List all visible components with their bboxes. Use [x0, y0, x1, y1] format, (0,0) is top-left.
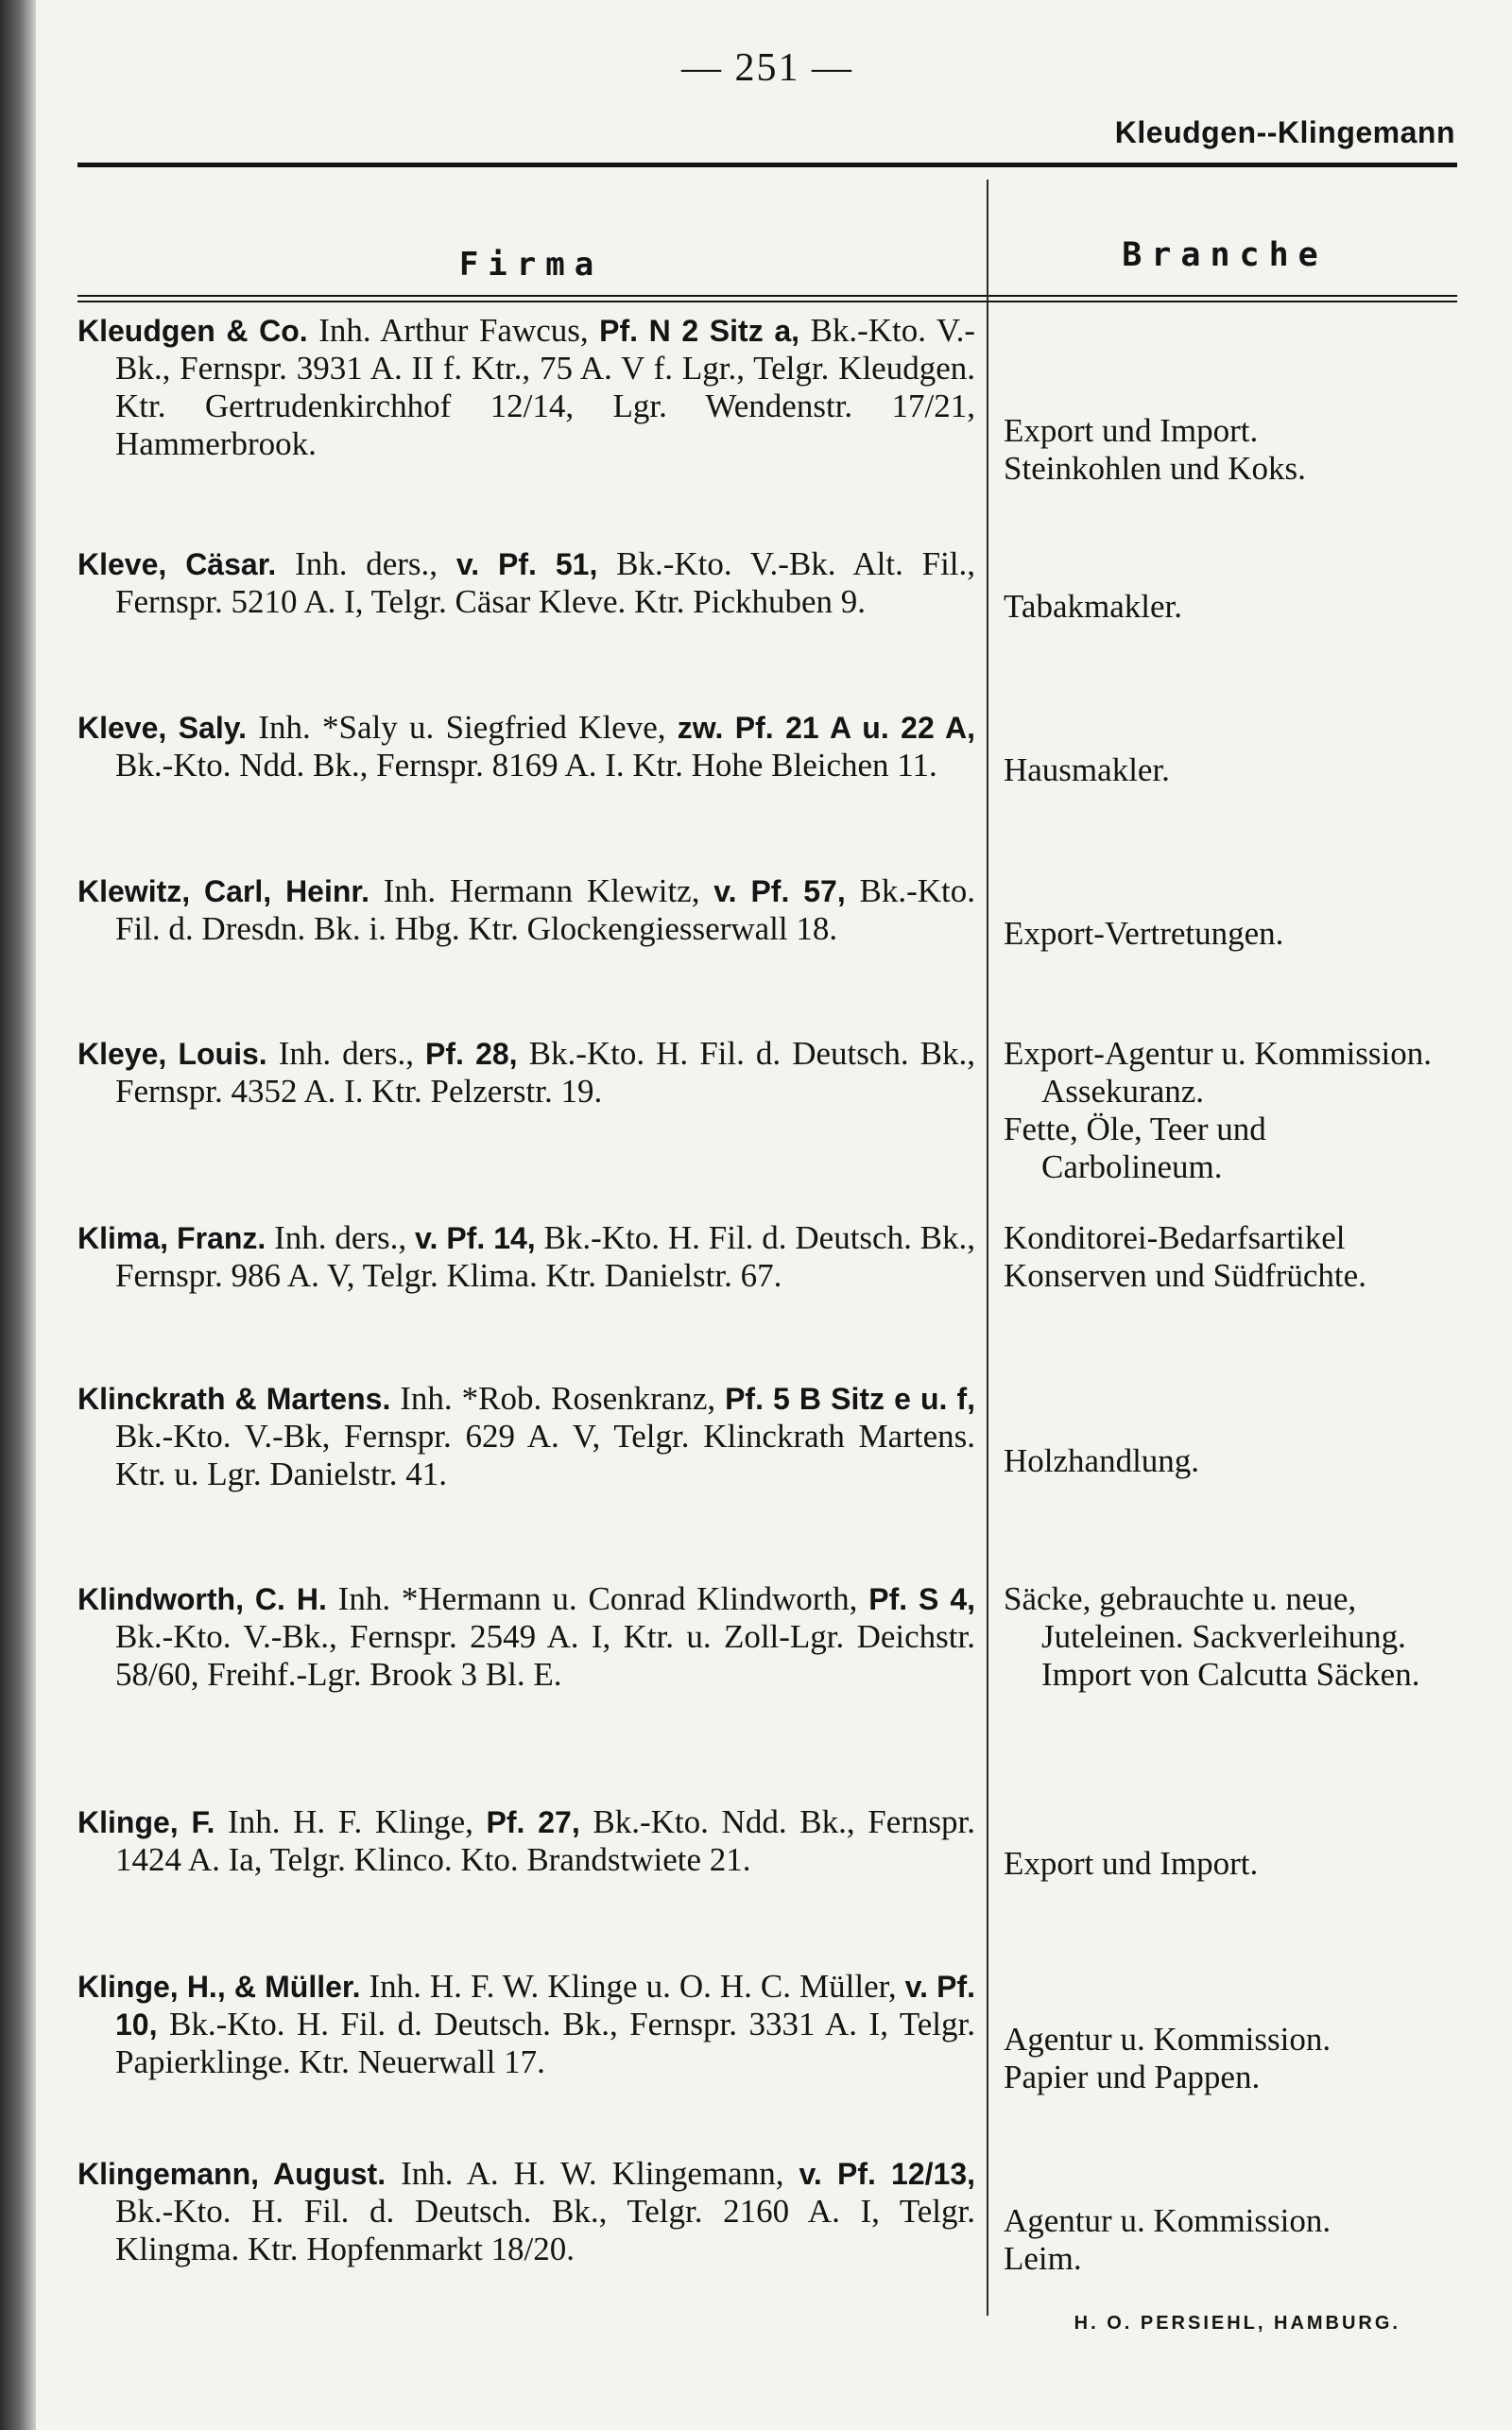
entry-details: Inh. Hermann Klewitz, [369, 872, 714, 909]
entry-firm-text [77, 1968, 975, 2081]
entry-postfach: v. Pf. 10, [115, 1970, 976, 2042]
entry-firm-text [77, 709, 975, 784]
entry-postfach: zw. Pf. 21 A u. 22 A, [677, 711, 976, 745]
branche-line: Export-Agentur u. Kommission. Assekuranz. [1004, 1035, 1433, 1110]
entry-details: Inh. ders., [266, 1219, 416, 1256]
entry-branche [1004, 2202, 1448, 2278]
entry-firm-text [77, 1580, 975, 1694]
entry-firm-text [77, 1035, 975, 1111]
entry-details: Inh. H. F. W. Klinge u. O. H. C. Müller, [360, 1968, 905, 2005]
entry-postfach: v. Pf. 12/13, [799, 2157, 976, 2191]
entry-postfach: Pf. S 4, [868, 1582, 976, 1616]
entry-firm-text [77, 312, 975, 463]
entry-branche [1004, 915, 1448, 953]
entry-details: Inh. Arthur Fawcus, [307, 312, 600, 349]
branche-line: Holzhandlung. [1004, 1442, 1200, 1479]
entry-branche [1004, 1580, 1448, 1694]
entry-firm-name: Klinckrath & Martens. [77, 1382, 391, 1416]
branche-line: Leim. [1004, 2240, 1082, 2277]
entry-details: Bk.-Kto. Ndd. Bk., Fernspr. 8169 A. I. Ktr. Hohe Bleichen 11. [115, 747, 937, 784]
entry-details: Bk.-Kto. V.-Bk, Fernspr. 629 A. V, Telgr. Klinckrath Martens. Ktr. u. Lgr. Danielstr. 41. [115, 1418, 975, 1492]
entry-details: Inh. *Rob. Rosenkranz, [390, 1380, 726, 1417]
column-header-branche: Branche [1122, 236, 1328, 274]
entry-firm-text [77, 2155, 975, 2268]
entry-branche [1004, 588, 1448, 626]
branche-line: Säcke, gebrauchte u. neue, Juteleinen. Sackverleihung. Import von Calcutta Säcken. [1004, 1580, 1420, 1693]
entry-details: Inh. ders., [266, 1035, 426, 1072]
entry-firm-name: Kleve, Cäsar. [77, 547, 277, 581]
entry-firm-name: Kleve, Saly. [77, 711, 248, 745]
entry-branche [1004, 412, 1448, 488]
entry-details: Bk.-Kto. H. Fil. d. Deutsch. Bk., Fernspr. 4352 A. I. Ktr. Pelzerstr. 19. [115, 1035, 976, 1110]
entry-firm-text [77, 1219, 975, 1295]
entry-firm-text [77, 545, 975, 621]
entry-postfach: Pf. 28, [425, 1037, 518, 1071]
entry-branche [1004, 1219, 1448, 1295]
branche-line: Konditorei-Bedarfsartikel [1004, 1219, 1346, 1256]
entry-details: Bk.-Kto. V.-Bk., Fernspr. 2549 A. I, Ktr. u. Zoll-Lgr. Deichstr. 58/60, Freihf.-Lgr. Brook 3 Bl. E. [115, 1618, 975, 1693]
directory-page [77, 38, 1457, 2401]
branche-line: Tabakmakler. [1004, 588, 1182, 625]
entry-details: Bk.-Kto. H. Fil. d. Deutsch. Bk., Fernspr. 986 A. V, Telgr. Klima. Ktr. Danielstr. 67. [115, 1219, 976, 1294]
entry-postfach: Pf. 27, [486, 1805, 580, 1839]
header-double-rule [77, 295, 1457, 302]
branche-line: Agentur u. Kommission. [1004, 2202, 1332, 2239]
entry-branche [1004, 1845, 1448, 1883]
printer-imprint: H. O. PERSIEHL, HAMBURG. [1074, 2313, 1400, 2334]
entry-details: Inh. H. F. Klinge, [215, 1803, 487, 1840]
branche-line: Konserven und Südfrüchte. [1004, 1257, 1366, 1294]
entry-firm-text [77, 1380, 975, 1493]
entry-firm-name: Klindworth, C. H. [77, 1582, 327, 1616]
entry-branche [1004, 1442, 1448, 1480]
entry-firm-name: Klinge, H., & Müller. [77, 1970, 361, 2004]
entry-postfach: Pf. N 2 Sitz a, [599, 314, 800, 348]
entry-details: Inh. *Hermann u. Conrad Klindworth, [326, 1580, 869, 1617]
entry-details: Bk.-Kto. H. Fil. d. Deutsch. Bk., Fernspr. 3331 A. I, Telgr. Papierklinge. Ktr. Neuerwall 17. [115, 2006, 975, 2080]
branche-line: Export und Import. [1004, 412, 1259, 449]
running-head: Kleudgen--Klingemann [1114, 115, 1455, 149]
entry-firm-name: Kleudgen & Co. [77, 314, 308, 348]
entry-branche [1004, 2021, 1448, 2096]
entry-firm-name: Klinge, F. [77, 1805, 215, 1839]
entry-firm-text [77, 1803, 975, 1879]
entry-details: Bk.-Kto. H. Fil. d. Deutsch. Bk., Telgr. 2160 A. I, Telgr. Klingma. Ktr. Hopfenmarkt 18/20. [115, 2193, 975, 2267]
column-header-firma: Firma [458, 246, 604, 284]
entry-details: Inh. A. H. W. Klingemann, [386, 2155, 799, 2192]
entry-branche [1004, 1035, 1448, 1186]
entry-firm-text [77, 872, 975, 948]
book-binding-shadow [0, 0, 36, 2430]
branche-line: Export-Vertretungen. [1004, 915, 1284, 952]
entry-branche [1004, 751, 1448, 789]
branche-line: Papier und Pappen. [1004, 2059, 1261, 2095]
entry-details: Bk.-Kto. Ndd. Bk., Fernspr. 1424 A. Ia, Telgr. Klinco. Kto. Brandstwiete 21. [115, 1803, 976, 1878]
entry-details: Inh. *Saly u. Siegfried Kleve, [247, 709, 678, 746]
branche-line: Agentur u. Kommission. [1004, 2021, 1332, 2058]
branche-line: Hausmakler. [1004, 751, 1170, 788]
entry-firm-name: Klewitz, Carl, Heinr. [77, 874, 369, 908]
entry-details: Inh. ders., [276, 545, 456, 582]
entry-postfach: v. Pf. 57, [713, 874, 846, 908]
branche-line: Steinkohlen und Koks. [1004, 450, 1306, 487]
entry-firm-name: Klingemann, August. [77, 2157, 387, 2191]
entry-postfach: v. Pf. 51, [455, 547, 598, 581]
page-number: — 251 — [681, 46, 853, 90]
entry-details: Bk.-Kto. Fil. d. Dresdn. Bk. i. Hbg. Ktr. Glockengiesserwall 18. [115, 872, 975, 947]
header-rule [77, 163, 1457, 167]
column-divider [987, 180, 988, 2316]
entry-details: Bk.-Kto. V.-Bk. Alt. Fil., Fernspr. 5210 A. I, Telgr. Cäsar Kleve. Ktr. Pickhuben 9. [115, 545, 976, 620]
entry-firm-name: Kleye, Louis. [77, 1037, 267, 1071]
branche-line: Fette, Öle, Teer und Carbolineum. [1004, 1111, 1266, 1185]
branche-line: Export und Import. [1004, 1845, 1259, 1882]
entry-firm-name: Klima, Franz. [77, 1221, 266, 1255]
entry-postfach: v. Pf. 14, [415, 1221, 536, 1255]
entry-details: Bk.-Kto. V.-Bk., Fernspr. 3931 A. II f. Ktr., 75 A. V f. Lgr., Telgr. Kleudgen. Ktr. Gertrudenkirchhof 12/14, Lgr. Wendenstr. 17/21, Hammerbrook. [115, 312, 976, 462]
entry-postfach: Pf. 5 B Sitz e u. f, [725, 1382, 976, 1416]
